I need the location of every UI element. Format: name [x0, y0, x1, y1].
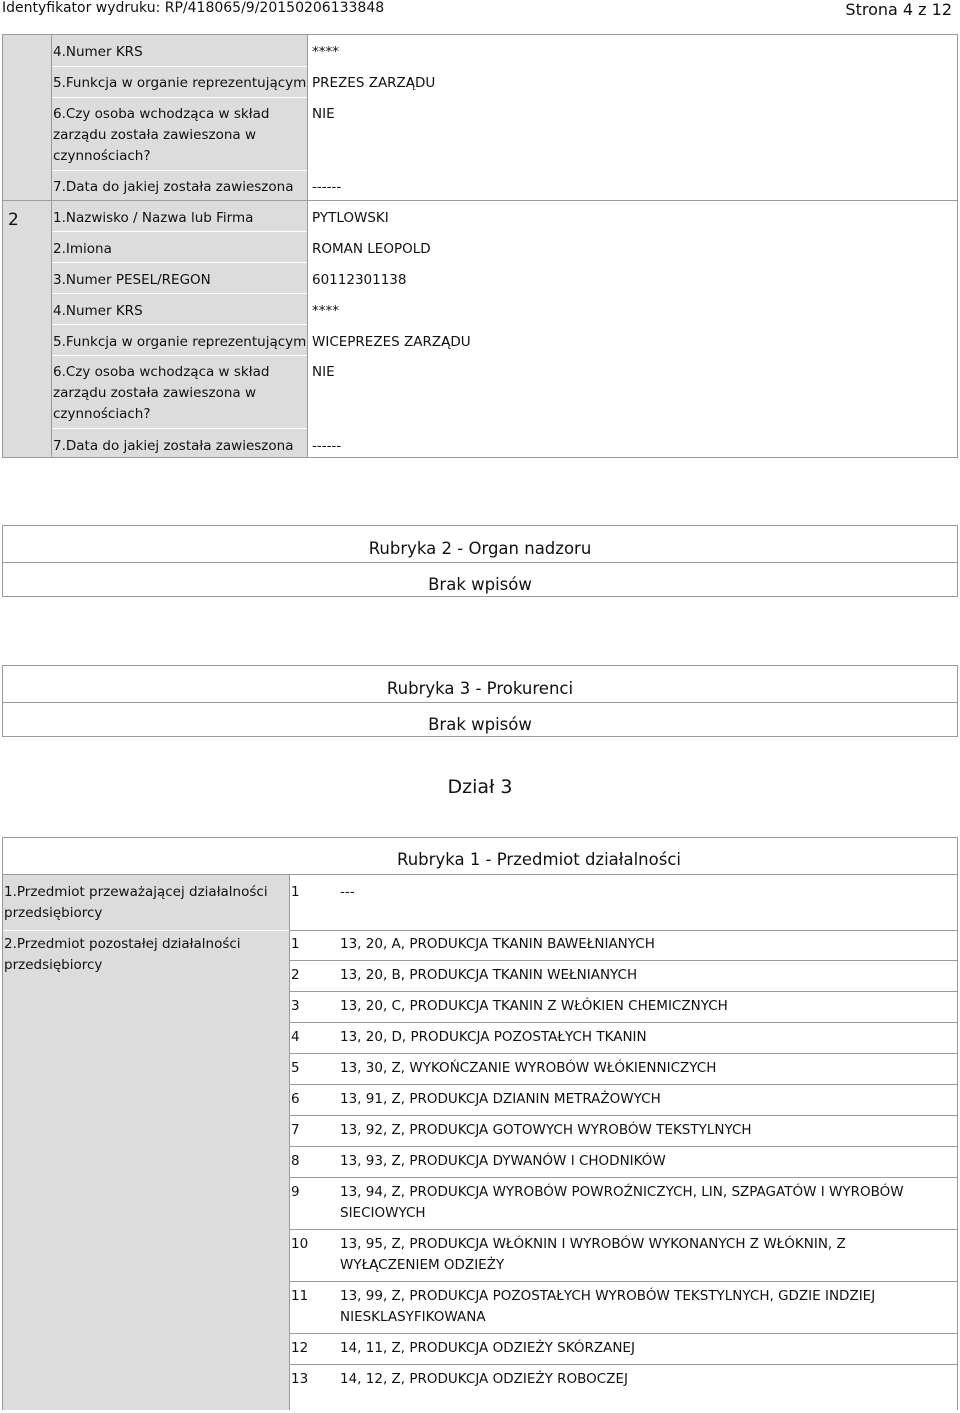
- row-divider: [289, 960, 958, 961]
- suspended-value: NIE: [312, 106, 335, 122]
- activity-number: 6: [291, 1091, 300, 1107]
- other-activity-label: 2.Przedmiot pozostałej działalności przedsiębiorcy: [4, 936, 241, 973]
- row-divider: [289, 1146, 958, 1147]
- no-entries-text: Brak wpisów: [428, 575, 532, 594]
- activity-description: 13, 94, Z, PRODUKCJA WYROBÓW POWROŹNICZYCH, LIN, SZPAGATÓW I WYROBÓW SIECIOWYCH: [340, 1184, 904, 1221]
- suspension-date-label: 7.Data do jakiej została zawieszona: [53, 438, 294, 454]
- print-identifier: Identyfikator wydruku: RP/418065/9/20150206133848: [2, 0, 385, 16]
- section-title: Rubryka 1 - Przedmiot działalności: [397, 850, 681, 869]
- section-title: Rubryka 2 - Organ nadzoru: [368, 539, 592, 558]
- function-value: PREZES ZARZĄDU: [312, 75, 436, 91]
- activity-number: 13: [291, 1371, 309, 1387]
- main-activity-label: 1.Przedmiot przeważającej działalności przedsiębiorcy: [4, 884, 268, 921]
- suspension-date-label: 7.Data do jakiej została zawieszona: [53, 179, 294, 195]
- krs-number-label: 4.Numer KRS: [53, 303, 143, 319]
- activity-description: 14, 12, Z, PRODUKCJA ODZIEŻY ROBOCZEJ: [340, 1371, 628, 1387]
- given-names-value: ROMAN LEOPOLD: [312, 241, 431, 257]
- row-divider: [289, 1053, 958, 1054]
- row-divider: [289, 1115, 958, 1116]
- activity-description: 13, 95, Z, PRODUKCJA WŁÓKNIN I WYROBÓW WYKONANYCH Z WŁÓKNIN, Z WYŁĄCZENIEM ODZIEŻY: [340, 1236, 846, 1273]
- row-divider: [289, 1333, 958, 1334]
- no-entries-text: Brak wpisów: [428, 715, 532, 734]
- main-activity-value: ---: [340, 884, 355, 900]
- member-number: 2: [8, 210, 19, 230]
- activity-description: 13, 20, C, PRODUKCJA TKANIN Z WŁÓKIEN CHEMICZNYCH: [340, 998, 728, 1014]
- page-number: Strona 4 z 12: [845, 0, 952, 19]
- row-divider: [289, 1177, 958, 1178]
- activity-number: 4: [291, 1029, 300, 1045]
- suspended-label: 6.Czy osoba wchodząca w skład zarządu została zawieszona w czynnościach?: [53, 106, 270, 164]
- function-value: WICEPREZES ZARZĄDU: [312, 334, 471, 350]
- suspended-value: NIE: [312, 364, 335, 380]
- row-divider: [289, 991, 958, 992]
- activity-number: 12: [291, 1340, 309, 1356]
- suspension-date-value: ------: [312, 179, 342, 195]
- row-divider: [289, 1364, 958, 1365]
- activity-number: 1: [291, 936, 300, 952]
- krs-number-value: ****: [312, 44, 339, 60]
- activity-description: 14, 11, Z, PRODUKCJA ODZIEŻY SKÓRZANEJ: [340, 1340, 635, 1356]
- row-divider: [289, 1022, 958, 1023]
- row-divider: [289, 1281, 958, 1282]
- activity-number: 5: [291, 1060, 300, 1076]
- given-names-label: 2.Imiona: [53, 241, 112, 257]
- activity-number: 10: [291, 1236, 309, 1252]
- krs-number-label: 4.Numer KRS: [53, 44, 143, 60]
- activity-number: 7: [291, 1122, 300, 1138]
- activity-number: 8: [291, 1153, 300, 1169]
- row-divider: [289, 1084, 958, 1085]
- division-title: Dział 3: [447, 776, 513, 798]
- row-divider: [289, 1229, 958, 1230]
- activity-description: 13, 20, A, PRODUKCJA TKANIN BAWEŁNIANYCH: [340, 936, 655, 952]
- suspension-date-value: ------: [312, 438, 342, 454]
- activity-number: 11: [291, 1288, 309, 1304]
- number-column: [3, 35, 51, 457]
- section-title: Rubryka 3 - Prokurenci: [386, 679, 574, 698]
- surname-value: PYTLOWSKI: [312, 210, 389, 226]
- activity-description: 13, 20, D, PRODUKCJA POZOSTAŁYCH TKANIN: [340, 1029, 647, 1045]
- activity-description: 13, 99, Z, PRODUKCJA POZOSTAŁYCH WYROBÓW TEKSTYLNYCH, GDZIE INDZIEJ NIESKLASYFIKOWANA: [340, 1288, 876, 1325]
- activity-description: 13, 20, B, PRODUKCJA TKANIN WEŁNIANYCH: [340, 967, 638, 983]
- pesel-value: 60112301138: [312, 272, 407, 288]
- function-label: 5.Funkcja w organie reprezentującym: [53, 334, 307, 350]
- activity-number: 3: [291, 998, 300, 1014]
- activity-description: 13, 92, Z, PRODUKCJA GOTOWYCH WYROBÓW TEKSTYLNYCH: [340, 1122, 752, 1138]
- main-activity-number: 1: [291, 884, 300, 900]
- activity-description: 13, 91, Z, PRODUKCJA DZIANIN METRAŻOWYCH: [340, 1091, 661, 1107]
- pesel-label: 3.Numer PESEL/REGON: [53, 272, 211, 288]
- krs-number-value: ****: [312, 303, 339, 319]
- function-label: 5.Funkcja w organie reprezentującym: [53, 75, 307, 91]
- activity-description: 13, 30, Z, WYKOŃCZANIE WYROBÓW WŁÓKIENNICZYCH: [340, 1060, 717, 1076]
- suspended-label: 6.Czy osoba wchodząca w skład zarządu została zawieszona w czynnościach?: [53, 364, 270, 422]
- surname-label: 1.Nazwisko / Nazwa lub Firma: [53, 210, 254, 226]
- activity-number: 9: [291, 1184, 300, 1200]
- activity-description: 13, 93, Z, PRODUKCJA DYWANÓW I CHODNIKÓW: [340, 1153, 666, 1169]
- activity-number: 2: [291, 967, 300, 983]
